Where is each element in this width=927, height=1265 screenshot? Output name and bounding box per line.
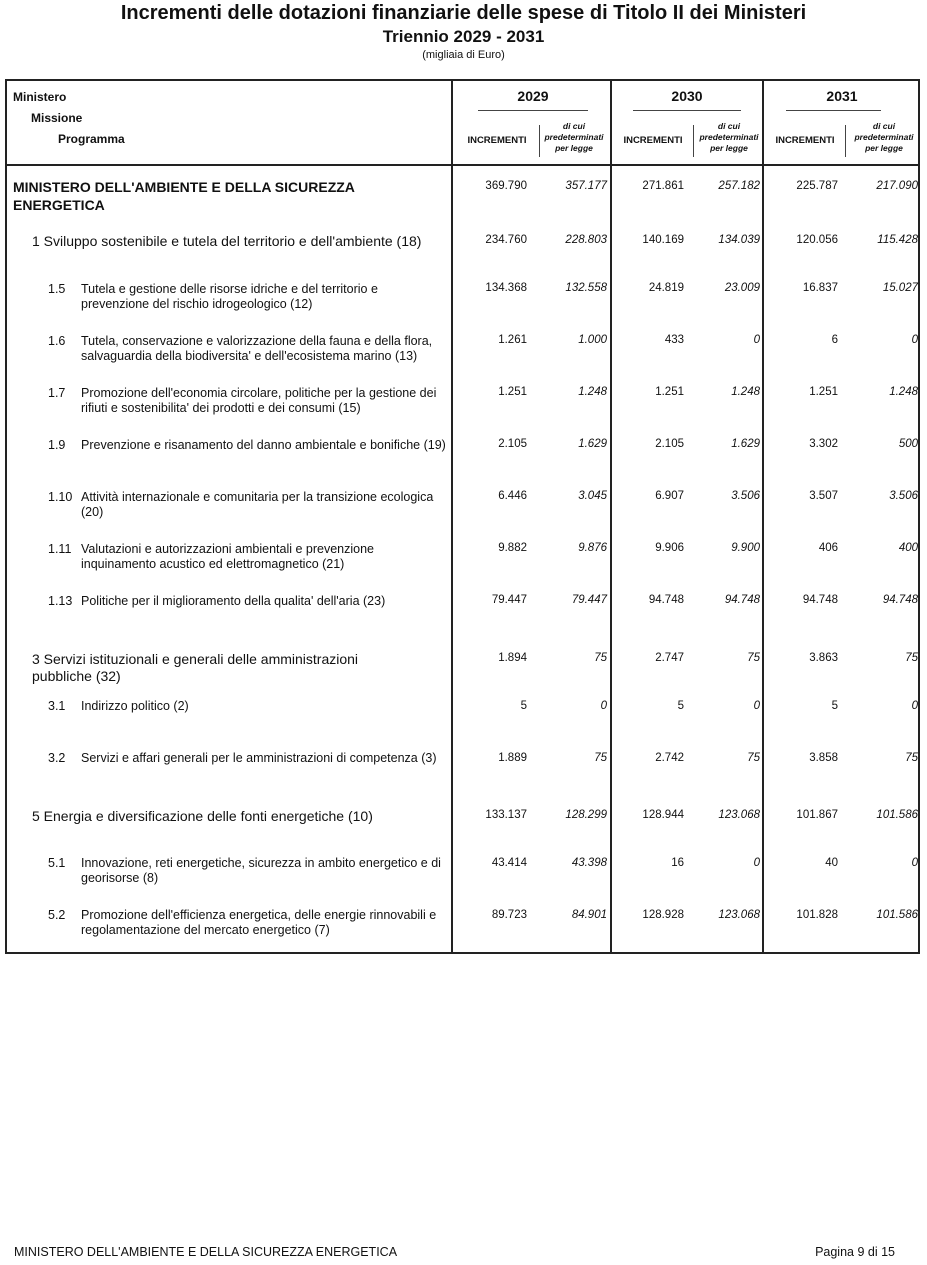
value-predeterminati: 75 <box>905 652 918 664</box>
value-incrementi: 9.906 <box>655 542 684 554</box>
value-predeterminati: 400 <box>898 542 918 554</box>
value-incrementi: 16.837 <box>802 282 838 294</box>
page-title: Incrementi delle dotazioni finanziarie delle spese di Titolo II dei Ministeri <box>120 2 807 24</box>
value-incrementi: 2.742 <box>655 752 684 764</box>
value-incrementi: 43.414 <box>491 857 527 869</box>
value-incrementi: 369.790 <box>485 180 527 192</box>
column-divider <box>610 79 612 954</box>
units-note: (migliaia di Euro) <box>422 49 505 61</box>
year-2030: 2030 <box>671 88 703 104</box>
mission-label: 1 Sviluppo sostenibile e tutela del territorio e dell'ambiente (18) <box>32 233 422 249</box>
value-incrementi: 79.447 <box>491 594 527 606</box>
header-ministero: Ministero <box>13 90 67 104</box>
value-incrementi: 1.251 <box>655 386 684 398</box>
value-incrementi: 140.169 <box>642 234 684 246</box>
program-code: 3.2 <box>48 751 66 765</box>
pred-line: per legge <box>710 143 748 153</box>
value-predeterminati: 94.748 <box>724 594 760 606</box>
value-incrementi: 1.251 <box>498 386 527 398</box>
value-incrementi: 6.907 <box>655 490 684 502</box>
value-predeterminati: 94.748 <box>882 594 918 606</box>
footer-ministry: MINISTERO DELL'AMBIENTE E DELLA SICUREZZA ENERGETICA <box>14 1245 398 1259</box>
value-predeterminati: 3.506 <box>889 490 918 502</box>
value-incrementi: 16 <box>671 857 684 869</box>
value-predeterminati: 0 <box>911 700 918 712</box>
value-incrementi: 3.302 <box>809 438 838 450</box>
pred-line: di cui <box>717 121 741 131</box>
value-predeterminati: 9.900 <box>731 542 760 554</box>
value-predeterminati: 75 <box>747 752 760 764</box>
program-label: Servizi e affari generali per le amministrazioni di competenza (3) <box>81 751 437 765</box>
value-incrementi: 2.105 <box>498 438 527 450</box>
value-predeterminati: 3.506 <box>731 490 760 502</box>
page-number: Pagina 9 di 15 <box>815 1245 895 1259</box>
value-incrementi: 101.828 <box>796 909 838 921</box>
program-code: 1.7 <box>48 386 66 400</box>
value-incrementi: 128.944 <box>642 809 684 821</box>
program-code: 1.10 <box>48 490 73 504</box>
value-predeterminati: 9.876 <box>578 542 607 554</box>
program-label: Innovazione, reti energetiche, sicurezza in ambito energetico e di georisorse (8) <box>81 856 441 885</box>
col-incrementi: INCREMENTI <box>623 135 683 146</box>
value-incrementi: 1.889 <box>498 752 527 764</box>
value-predeterminati: 23.009 <box>724 282 760 294</box>
value-predeterminati: 123.068 <box>718 809 760 821</box>
header-missione: Missione <box>31 111 83 125</box>
value-predeterminati: 101.586 <box>876 809 918 821</box>
value-predeterminati: 500 <box>898 438 918 450</box>
program-label: Prevenzione e risanamento del danno ambientale e bonifiche (19) <box>81 438 446 452</box>
year-underline <box>633 110 741 111</box>
pred-line: di cui <box>872 121 896 131</box>
value-incrementi: 3.858 <box>809 752 838 764</box>
value-incrementi: 89.723 <box>491 909 527 921</box>
value-predeterminati: 43.398 <box>571 857 607 869</box>
value-predeterminati: 1.248 <box>889 386 918 398</box>
value-incrementi: 9.882 <box>498 542 527 554</box>
header-divider <box>5 164 920 166</box>
subheader-divider <box>845 125 846 157</box>
value-incrementi: 225.787 <box>796 180 838 192</box>
value-predeterminati: 134.039 <box>718 234 760 246</box>
value-incrementi: 40 <box>825 857 838 869</box>
pred-line: per legge <box>865 143 903 153</box>
page-subtitle: Triennio 2029 - 2031 <box>382 27 545 46</box>
program-label: Politiche per il miglioramento della qualita' dell'aria (23) <box>81 594 386 608</box>
value-predeterminati: 84.901 <box>571 909 607 921</box>
value-predeterminati: 0 <box>911 857 918 869</box>
year-underline <box>786 110 881 111</box>
value-incrementi: 271.861 <box>642 180 684 192</box>
value-incrementi: 3.863 <box>809 652 838 664</box>
year-underline <box>478 110 588 111</box>
value-incrementi: 134.368 <box>485 282 527 294</box>
mission-label: 3 Servizi istituzionali e generali delle amministrazioni pubbliche (32) <box>32 651 359 684</box>
subheader-divider <box>693 125 694 157</box>
value-incrementi: 1.251 <box>809 386 838 398</box>
value-predeterminati: 132.558 <box>565 282 607 294</box>
value-predeterminati: 1.629 <box>731 438 760 450</box>
value-predeterminati: 0 <box>911 334 918 346</box>
pred-line: per legge <box>555 143 593 153</box>
program-label: Promozione dell'economia circolare, politiche per la gestione dei rifiuti e sostenibilita' dei prodotti e dei consumi (15) <box>81 386 437 415</box>
value-incrementi: 406 <box>818 542 838 554</box>
value-incrementi: 5 <box>677 700 684 712</box>
program-code: 3.1 <box>48 699 66 713</box>
value-incrementi: 3.507 <box>809 490 838 502</box>
program-label: Attività internazionale e comunitaria per la transizione ecologica (20) <box>81 490 434 519</box>
col-incrementi: INCREMENTI <box>775 135 835 146</box>
pred-line: predeterminati <box>854 132 914 142</box>
program-code: 1.9 <box>48 438 66 452</box>
program-label: Valutazioni e autorizzazioni ambientali e prevenzione inquinamento acustico ed elettromagnetico (21) <box>81 542 374 571</box>
value-predeterminati: 123.068 <box>718 909 760 921</box>
value-predeterminati: 128.299 <box>565 809 607 821</box>
value-incrementi: 1.894 <box>498 652 527 664</box>
year-2031: 2031 <box>826 88 858 104</box>
value-predeterminati: 75 <box>594 652 607 664</box>
value-predeterminati: 0 <box>753 700 760 712</box>
value-incrementi: 24.819 <box>648 282 684 294</box>
value-predeterminati: 257.182 <box>718 180 760 192</box>
col-predeterminati <box>540 121 608 154</box>
header-programma: Programma <box>58 132 125 146</box>
value-predeterminati: 3.045 <box>578 490 607 502</box>
value-predeterminati: 1.000 <box>578 334 607 346</box>
pred-line: predeterminati <box>544 132 604 142</box>
value-predeterminati: 1.248 <box>731 386 760 398</box>
value-predeterminati: 357.177 <box>565 180 607 192</box>
program-code: 1.5 <box>48 282 66 296</box>
ministry-label: MINISTERO DELL'AMBIENTE E DELLA SICUREZZA ENERGETICA <box>13 179 355 213</box>
value-predeterminati: 75 <box>905 752 918 764</box>
program-label: Tutela e gestione delle risorse idriche e del territorio e prevenzione del rischio idrogeologico (12) <box>81 282 378 311</box>
value-incrementi: 120.056 <box>796 234 838 246</box>
value-predeterminati: 0 <box>753 334 760 346</box>
col-predeterminati <box>695 121 763 154</box>
year-2029: 2029 <box>517 88 549 104</box>
column-divider <box>762 79 764 954</box>
value-incrementi: 1.261 <box>498 334 527 346</box>
value-incrementi: 2.747 <box>655 652 684 664</box>
program-code: 5.2 <box>48 908 66 922</box>
program-code: 1.13 <box>48 594 73 608</box>
program-label: Tutela, conservazione e valorizzazione della fauna e della flora, salvaguardia della biodiversita' e dell'ecosistema marino (13) <box>81 334 433 363</box>
value-predeterminati: 15.027 <box>882 282 918 294</box>
value-incrementi: 5 <box>520 700 527 712</box>
value-predeterminati: 1.248 <box>578 386 607 398</box>
value-predeterminati: 217.090 <box>876 180 918 192</box>
value-incrementi: 128.928 <box>642 909 684 921</box>
value-incrementi: 94.748 <box>802 594 838 606</box>
program-label: Indirizzo politico (2) <box>81 699 189 713</box>
value-incrementi: 6 <box>831 334 838 346</box>
value-predeterminati: 1.629 <box>578 438 607 450</box>
pred-line: predeterminati <box>699 132 759 142</box>
value-predeterminati: 75 <box>594 752 607 764</box>
value-predeterminati: 101.586 <box>876 909 918 921</box>
value-incrementi: 133.137 <box>485 809 527 821</box>
col-predeterminati <box>848 121 920 154</box>
value-incrementi: 433 <box>664 334 684 346</box>
value-incrementi: 234.760 <box>485 234 527 246</box>
value-incrementi: 101.867 <box>796 809 838 821</box>
value-incrementi: 6.446 <box>498 490 527 502</box>
value-predeterminati: 79.447 <box>571 594 607 606</box>
value-predeterminati: 0 <box>753 857 760 869</box>
value-incrementi: 94.748 <box>648 594 684 606</box>
value-predeterminati: 0 <box>600 700 607 712</box>
pred-line: di cui <box>562 121 586 131</box>
value-incrementi: 2.105 <box>655 438 684 450</box>
value-predeterminati: 75 <box>747 652 760 664</box>
program-code: 1.11 <box>48 542 72 556</box>
program-code: 1.6 <box>48 334 66 348</box>
value-incrementi: 5 <box>831 700 838 712</box>
value-predeterminati: 115.428 <box>877 234 918 246</box>
mission-label: 5 Energia e diversificazione delle fonti energetiche (10) <box>32 808 373 824</box>
col-incrementi: INCREMENTI <box>467 135 527 146</box>
value-predeterminati: 228.803 <box>565 234 607 246</box>
program-label: Promozione dell'efficienza energetica, delle energie rinnovabili e regolamentazione del mercato energetico (7) <box>81 908 437 937</box>
program-code: 5.1 <box>48 856 66 870</box>
